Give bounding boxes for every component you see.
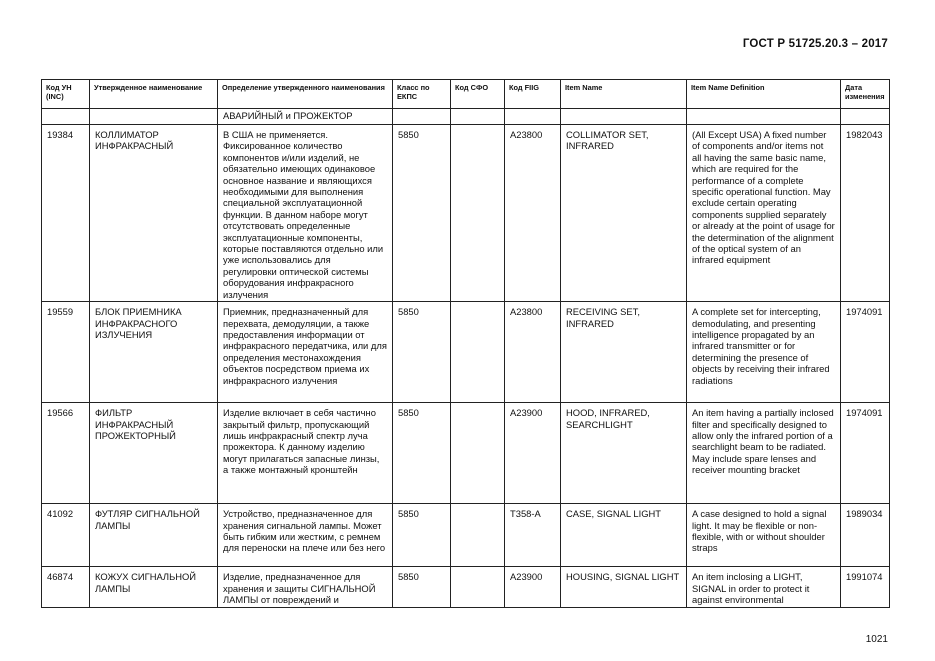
- cell-date: 1974091: [841, 302, 890, 403]
- cell-def-en: (All Except USA) A fixed number of components and/or items not all having the same basic name, which are required for the performance of a complete specific operational function. May exclude certain operating components supplied separately or already at the point of usage for the determination of the alignment of the optical system of an infrared equipment: [687, 125, 841, 302]
- cell-def-en: A case designed to hold a signal light. It may be flexible or non-flexible, with or without shoulder straps: [687, 504, 841, 567]
- page-number: 1021: [865, 634, 888, 645]
- cell-def-ru: Устройство, предназначенное для хранения сигнальной лампы. Может быть гибким или жестким, с ремнем для переноски на плече или без него: [218, 504, 393, 567]
- table-row: [42, 504, 890, 567]
- cell-name-ru: БЛОК ПРИЕМНИКА ИНФРАКРАСНОГО ИЗЛУЧЕНИЯ: [90, 302, 218, 403]
- cell-inc: 19559: [42, 302, 90, 403]
- col-header-def-ru: Определение утвержденного наименования: [218, 80, 393, 109]
- cell-item-name: RECEIVING SET, INFRARED: [561, 302, 687, 403]
- cell-name-ru: КОЖУХ СИГНАЛЬНОЙ ЛАМПЫ: [90, 567, 218, 608]
- table-row: [42, 567, 890, 608]
- cell-name-ru: ФУТЛЯР СИГНАЛЬНОЙ ЛАМПЫ: [90, 504, 218, 567]
- col-header-inc: Код УН (INC): [42, 80, 90, 109]
- cell-class: 5850: [393, 302, 451, 403]
- cell-date: 1974091: [841, 403, 890, 504]
- col-header-date: Дата изменения: [841, 80, 890, 109]
- cell-class: 5850: [393, 567, 451, 608]
- cell-sfo: [451, 403, 505, 504]
- cell-inc: 19566: [42, 403, 90, 504]
- cell-inc: 46874: [42, 567, 90, 608]
- cell-def-en: An item having a partially inclosed filter and specifically designed to allow only the infrared portion of a searchlight beam to be radiated. May include spare lenses and receiver mounting bracket: [687, 403, 841, 504]
- cell-fiig: T358-A: [505, 504, 561, 567]
- cell-sfo: [451, 125, 505, 302]
- cell-name-ru: ФИЛЬТР ИНФРАКРАСНЫЙ ПРОЖЕКТОРНЫЙ: [90, 403, 218, 504]
- cell-def-ru: Приемник, предназначенный для перехвата, демодуляции, а также предоставления информации от инфракрасного передатчика, или для определения местонахождения объектов посредством приема их инфракрасного излучения: [218, 302, 393, 403]
- col-header-def-en: Item Name Definition: [687, 80, 841, 109]
- cell-date: 1989034: [841, 504, 890, 567]
- cell-def-en: A complete set for intercepting, demodulating, and presenting intelligence propagated by an infrared transmitter or for determining the presence of objects by receiving their infrared radiations: [687, 302, 841, 403]
- cell-def-en: An item inclosing a LIGHT, SIGNAL in order to protect it against environmental: [687, 567, 841, 608]
- table-row: [42, 403, 890, 504]
- nomenclature-table: [41, 79, 890, 608]
- col-header-class: Класс по ЕКПС: [393, 80, 451, 109]
- col-header-item-name: Item Name: [561, 80, 687, 109]
- cell-inc: 41092: [42, 504, 90, 567]
- cell-fiig: A23800: [505, 302, 561, 403]
- cell-fiig: A23900: [505, 403, 561, 504]
- cell-date: 1982043: [841, 125, 890, 302]
- cell-class: 5850: [393, 504, 451, 567]
- cell-class: 5850: [393, 125, 451, 302]
- cell-item-name: HOUSING, SIGNAL LIGHT: [561, 567, 687, 608]
- cell-name-ru: КОЛЛИМАТОР ИНФРАКРАСНЫЙ: [90, 125, 218, 302]
- table-row: [42, 302, 890, 403]
- cell-fiig: A23900: [505, 567, 561, 608]
- col-header-name-ru: Утвержденное наименование: [90, 80, 218, 109]
- document-title: ГОСТ Р 51725.20.3 – 2017: [742, 38, 888, 50]
- header-row: [42, 80, 890, 109]
- cell-item-name: HOOD, INFRARED, SEARCHLIGHT: [561, 403, 687, 504]
- continuation-text: АВАРИЙНЫЙ и ПРОЖЕКТОР: [218, 109, 393, 125]
- cell-inc: 19384: [42, 125, 90, 302]
- col-header-fiig: Код FIIG: [505, 80, 561, 109]
- cell-sfo: [451, 567, 505, 608]
- cell-def-ru: Изделие включает в себя частично закрытый фильтр, пропускающий лишь инфракрасный спектр луча прожектора. К данному изделию могут прилагаться запасные линзы, а также монтажный кронштейн: [218, 403, 393, 504]
- cell-sfo: [451, 302, 505, 403]
- cell-date: 1991074: [841, 567, 890, 608]
- cell-item-name: COLLIMATOR SET, INFRARED: [561, 125, 687, 302]
- cell-class: 5850: [393, 403, 451, 504]
- cell-sfo: [451, 504, 505, 567]
- cell-item-name: CASE, SIGNAL LIGHT: [561, 504, 687, 567]
- col-header-sfo: Код СФО: [451, 80, 505, 109]
- table-row: [42, 125, 890, 302]
- cell-def-ru: Изделие, предназначенное для хранения и защиты СИГНАЛЬНОЙ ЛАМПЫ от повреждений и: [218, 567, 393, 608]
- continuation-row: [42, 109, 890, 125]
- cell-def-ru: В США не применяется. Фиксированное количество компонентов и/или изделий, не обязательно имеющих одинаковое основное название и являющихся необходимыми для выполнения специальной эксплуатационной функции. В данном наборе могут отсутствовать определенные эксплуатационные компоненты, которые поставляются отдельно или уже использовались для регулировки оптической системы оборудования инфракрасного излучения: [218, 125, 393, 302]
- cell-fiig: A23800: [505, 125, 561, 302]
